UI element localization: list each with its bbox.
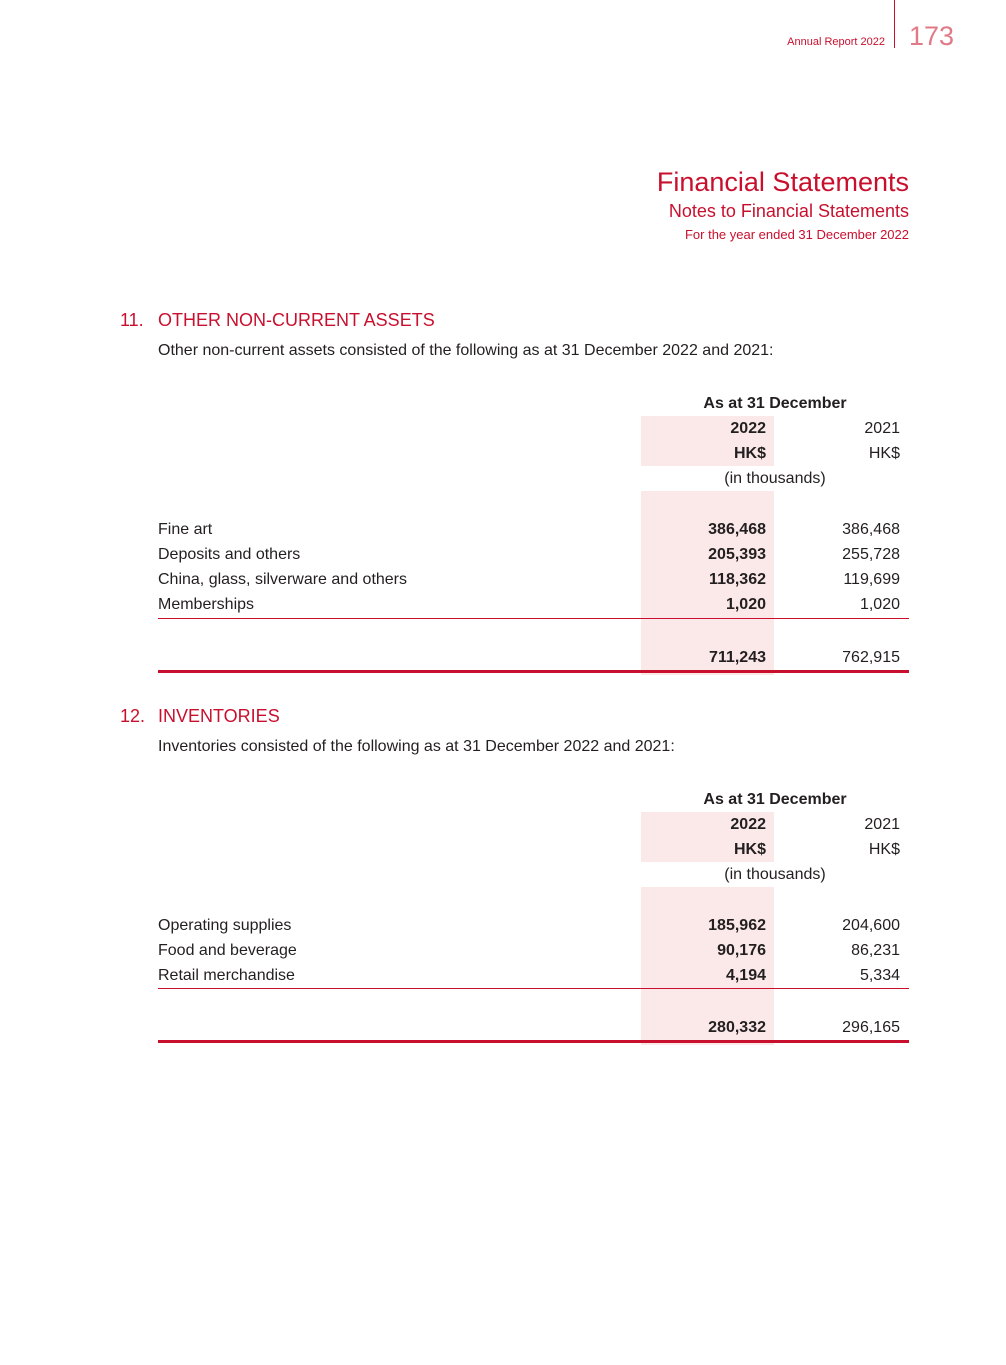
value-2021: 255,728 xyxy=(842,546,900,563)
value-2022: 185,962 xyxy=(708,917,766,934)
table-row xyxy=(158,592,909,617)
row-label: Memberships xyxy=(158,596,255,613)
value-2022: 90,176 xyxy=(717,942,766,959)
header-divider xyxy=(894,0,895,48)
table-row xyxy=(158,542,909,567)
page-title: Financial Statements xyxy=(656,167,909,197)
total-2022: 280,332 xyxy=(708,1019,766,1036)
section-number: 12. xyxy=(120,706,146,726)
value-2021: 204,600 xyxy=(842,917,900,934)
year-current: 2022 xyxy=(730,420,766,437)
report-label: Annual Report 2022 xyxy=(787,36,885,48)
value-2022: 1,020 xyxy=(725,596,766,613)
unit-label: (in thousands) xyxy=(724,470,826,487)
value-2022: 386,468 xyxy=(708,521,766,538)
currency-header-row xyxy=(158,837,909,862)
non-current-assets-table xyxy=(158,391,909,675)
total-2022: 711,243 xyxy=(709,649,766,666)
value-2021: 5,334 xyxy=(859,967,900,984)
section-heading-12 xyxy=(120,706,280,727)
row-label: Deposits and others xyxy=(158,546,301,563)
row-label: China, glass, silverware and others xyxy=(158,571,408,588)
total-row xyxy=(158,645,909,670)
page-subtitle: Notes to Financial Statements xyxy=(668,201,909,221)
section-heading-11 xyxy=(120,310,435,331)
currency-header-row xyxy=(158,441,909,466)
table-row xyxy=(158,517,909,542)
row-label: Retail merchandise xyxy=(158,967,295,984)
value-2021: 86,231 xyxy=(851,942,900,959)
section-intro: Other non-current assets consisted of the following as at 31 December 2022 and 2021: xyxy=(158,342,774,359)
title-block xyxy=(657,166,909,246)
currency-prior: HK$ xyxy=(868,445,900,462)
value-2022: 118,362 xyxy=(709,571,766,588)
value-2021: 1,020 xyxy=(859,596,900,613)
currency-prior: HK$ xyxy=(868,841,900,858)
value-2022: 205,393 xyxy=(708,546,766,563)
value-2021: 119,699 xyxy=(843,571,900,588)
subtotal-rule xyxy=(158,618,909,619)
row-label: Operating supplies xyxy=(158,917,292,934)
unit-label: (in thousands) xyxy=(724,866,826,883)
year-current: 2022 xyxy=(730,816,766,833)
year-header-row xyxy=(158,812,909,837)
row-label: Food and beverage xyxy=(158,942,297,959)
total-2021: 762,915 xyxy=(842,649,900,666)
year-header-row xyxy=(158,416,909,441)
section-title: OTHER NON-CURRENT ASSETS xyxy=(158,310,435,330)
row-label: Fine art xyxy=(158,521,213,538)
page-number: 173 xyxy=(909,21,955,51)
total-rule xyxy=(158,1040,909,1043)
table-row xyxy=(158,913,909,938)
table-row xyxy=(158,938,909,963)
year-prior: 2021 xyxy=(864,420,900,437)
table-caption: As at 31 December xyxy=(703,395,847,412)
section-intro: Inventories consisted of the following as at 31 December 2022 and 2021: xyxy=(158,738,675,755)
total-2021: 296,165 xyxy=(842,1019,900,1036)
inventories-table xyxy=(158,787,909,1045)
currency-current: HK$ xyxy=(733,445,766,462)
period-label: For the year ended 31 December 2022 xyxy=(684,227,909,242)
table-row xyxy=(158,567,909,592)
total-rule xyxy=(158,670,909,673)
section-title: INVENTORIES xyxy=(158,706,280,726)
year-prior: 2021 xyxy=(864,816,900,833)
table-caption: As at 31 December xyxy=(703,791,847,808)
subtotal-rule xyxy=(158,988,909,989)
currency-current: HK$ xyxy=(733,841,766,858)
total-row xyxy=(158,1015,909,1040)
section-number: 11. xyxy=(120,310,144,330)
table-row xyxy=(158,963,909,988)
value-2021: 386,468 xyxy=(842,521,900,538)
value-2022: 4,194 xyxy=(725,967,766,984)
